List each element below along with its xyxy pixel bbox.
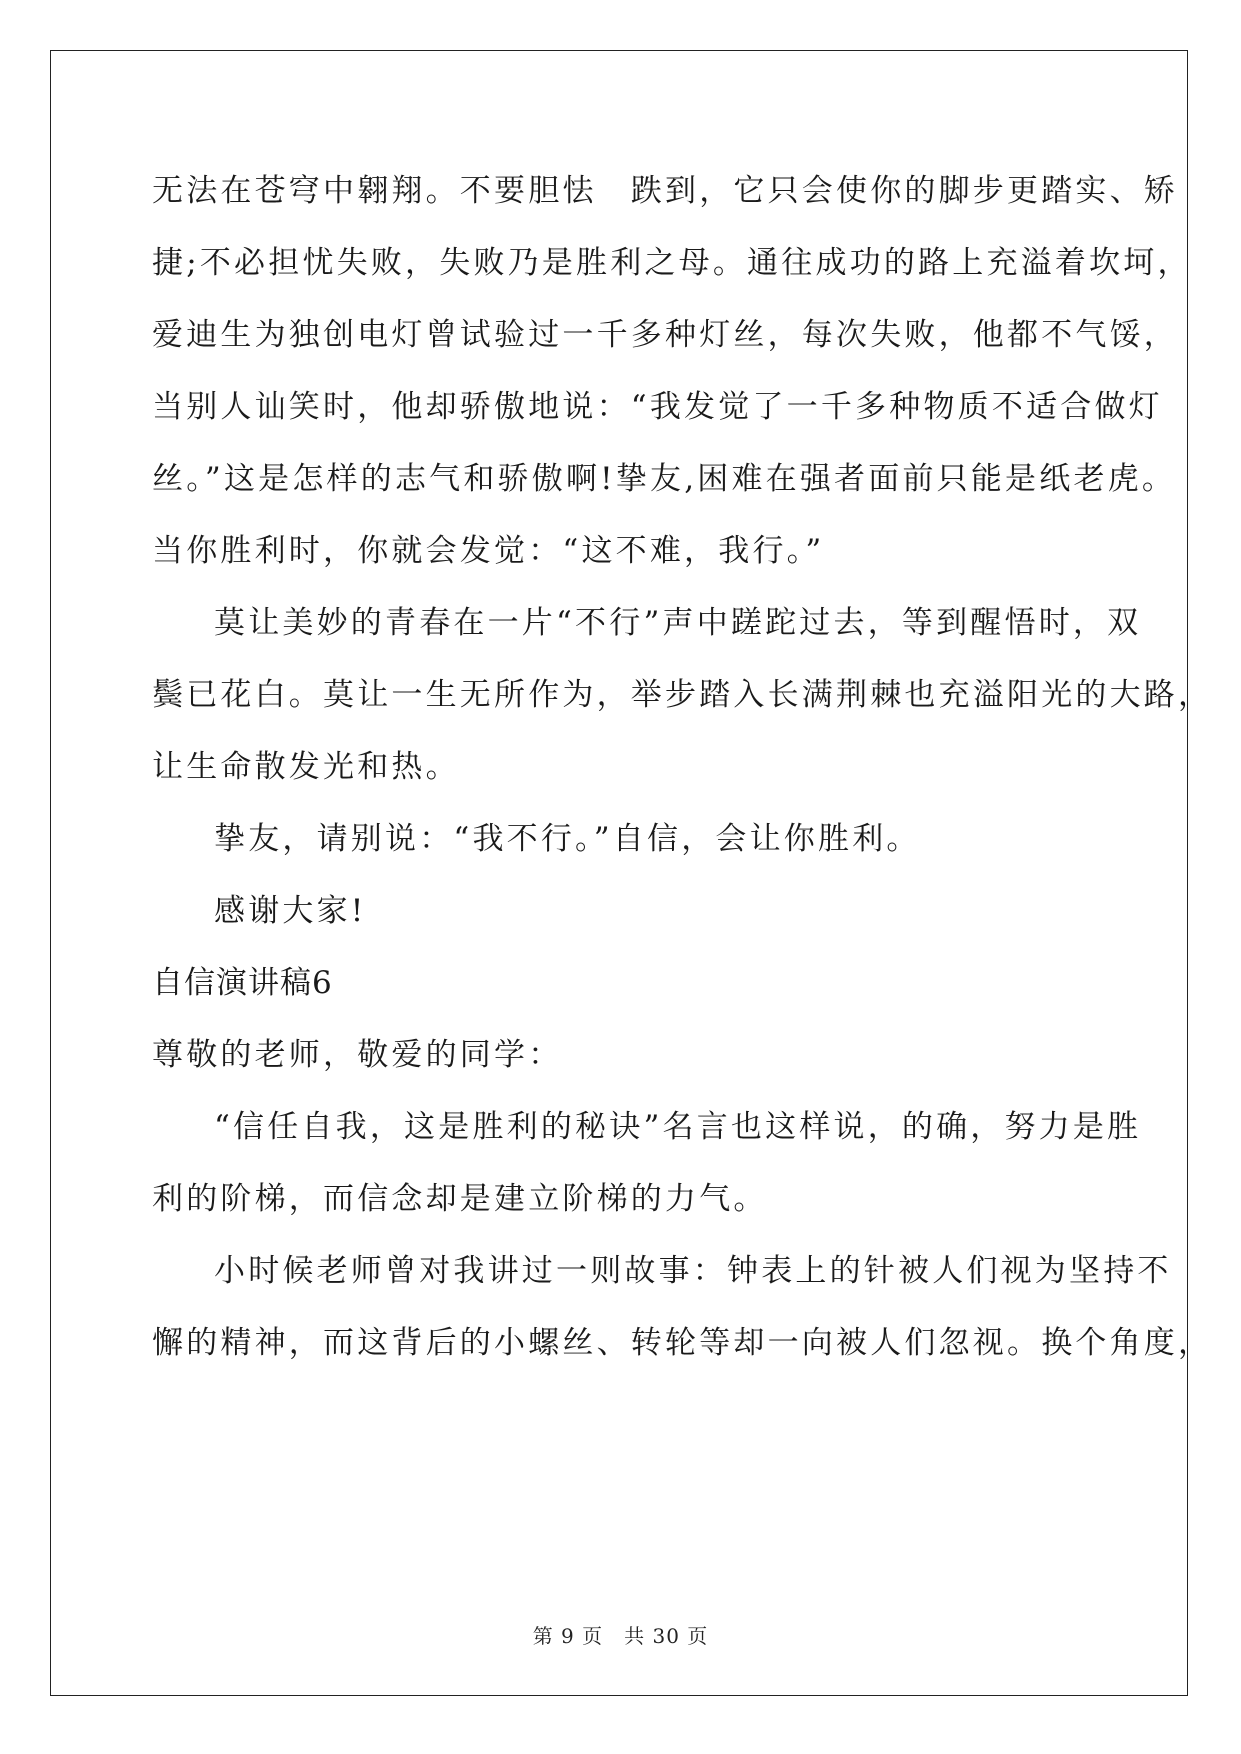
text-line: 爱迪生为独创电灯曾试验过一千多种灯丝，每次失败，他都不气馁， xyxy=(152,317,1178,353)
text-line: 无法在苍穹中翱翔。不要胆怯 跌到，它只会使你的脚步更踏实、矫 xyxy=(152,173,1178,209)
text-line: 利的阶梯，而信念却是建立阶梯的力气。 xyxy=(152,1181,768,1217)
text-line: 鬓已花白。莫让一生无所作为，举步踏入长满荆棘也充溢阳光的大路， xyxy=(152,677,1213,713)
text-line: 懈的精神，而这背后的小螺丝、转轮等却一向被人们忽视。换个角度， xyxy=(152,1325,1213,1361)
text-line: 让生命散发光和热。 xyxy=(152,749,460,785)
text-line: 捷;不必担忧失败，失败乃是胜利之母。通往成功的路上充溢着坎坷， xyxy=(152,245,1192,281)
section-title: 自信演讲稿6 xyxy=(152,965,333,1001)
paragraph-start-line: 莫让美妙的青春在一片“不行”声中蹉跎过去，等到醒悟时，双 xyxy=(214,605,1142,641)
text-line: 当别人讪笑时，他却骄傲地说：“我发觉了一千多种物质不适合做灯 xyxy=(152,389,1163,425)
paragraph-start-line: 小时候老师曾对我讲过一则故事：钟表上的针被人们视为坚持不 xyxy=(214,1253,1172,1289)
closing-line: 感谢大家! xyxy=(214,893,367,929)
paragraph-start-line: 挚友，请别说：“我不行。”自信，会让你胜利。 xyxy=(214,821,921,857)
text-line: 丝。”这是怎样的志气和骄傲啊!挚友,困难在强者面前只能是纸老虎。 xyxy=(152,461,1177,497)
salutation: 尊敬的老师，敬爱的同学： xyxy=(152,1037,563,1073)
page-number-footer: 第 9 页 共 30 页 xyxy=(532,1624,709,1648)
paragraph-start-line: “信任自我，这是胜利的秘诀”名言也这样说，的确，努力是胜 xyxy=(214,1109,1142,1145)
text-line: 当你胜利时，你就会发觉：“这不难，我行。” xyxy=(152,533,825,569)
document-body xyxy=(152,162,1213,1386)
